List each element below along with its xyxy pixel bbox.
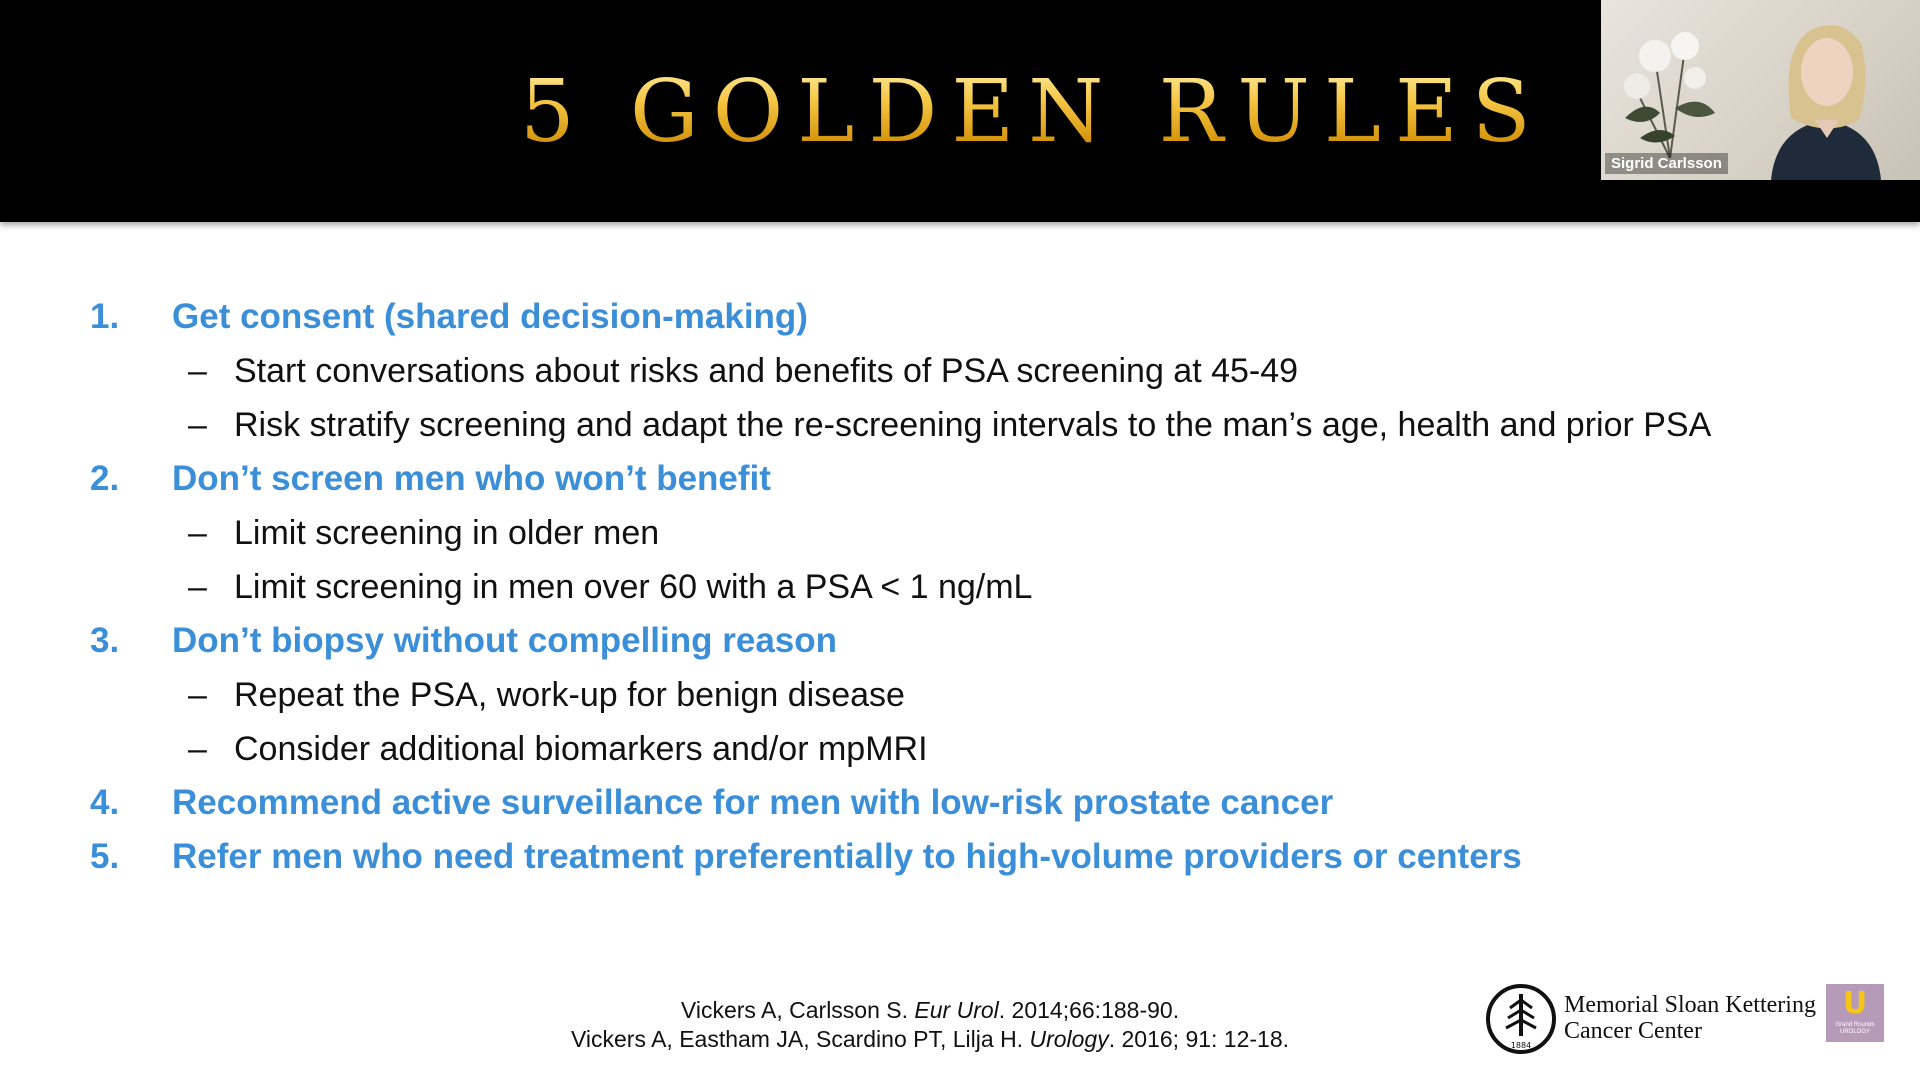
- svg-text:1884: 1884: [1510, 1041, 1532, 1050]
- msk-tree-icon: [1484, 982, 1558, 1056]
- reference-1: Vickers A, Carlsson S. Eur Urol. 2014;66:188-90.: [680, 997, 1180, 1023]
- rule-3-subpoint-2: [90, 722, 1890, 776]
- badge-letter: U: [1842, 986, 1868, 1021]
- subpoint-text: Repeat the PSA, work-up for benign disease: [234, 676, 905, 714]
- dash-bullet: –: [188, 514, 207, 552]
- rule-3-subpoint-1: [90, 668, 1890, 722]
- rule-2-subpoint-2: [90, 560, 1890, 614]
- rule-4: [90, 776, 1890, 830]
- participant-avatar: [1731, 8, 1920, 180]
- rule-3: [90, 614, 1890, 668]
- flower-plant-image: [1615, 18, 1725, 158]
- rules-list: [90, 290, 1890, 884]
- rule-number: 4.: [90, 783, 120, 822]
- msk-logo-text: Memorial Sloan Kettering Cancer Center: [1564, 992, 1816, 1044]
- rule-text: Refer men who need treatment preferentially to high-volume providers or centers: [172, 837, 1522, 876]
- rule-5: [90, 830, 1890, 884]
- badge-caption: Grand Rounds UROLOGY: [1835, 1022, 1875, 1035]
- rule-number: 5.: [90, 837, 120, 876]
- reference-2: Vickers A, Eastham JA, Scardino PT, Lilja H. Urology. 2016; 91: 12-18.: [570, 1026, 1290, 1052]
- subpoint-text: Limit screening in men over 60 with a PSA < 1 ng/mL: [234, 568, 1033, 606]
- rule-2-subpoint-1: [90, 506, 1890, 560]
- participant-name-label: Sigrid Carlsson: [1605, 153, 1728, 174]
- dash-bullet: –: [188, 406, 207, 444]
- dash-bullet: –: [188, 352, 207, 390]
- references: [520, 996, 1340, 1054]
- rule-number: 1.: [90, 297, 120, 336]
- rule-text: Don’t biopsy without compelling reason: [172, 621, 838, 660]
- rule-text: Don’t screen men who won’t benefit: [172, 459, 771, 498]
- rule-1-subpoint-2: [90, 398, 1890, 452]
- rule-text: Get consent (shared decision-making): [172, 297, 808, 336]
- rule-text: Recommend active surveillance for men with low-risk prostate cancer: [172, 783, 1334, 822]
- subpoint-text: Risk stratify screening and adapt the re-screening intervals to the man’s age, health and prior PSA: [234, 406, 1712, 444]
- rule-1: [90, 290, 1890, 344]
- participant-video-tile[interactable]: [1601, 0, 1920, 180]
- dash-bullet: –: [188, 568, 207, 606]
- grand-rounds-urology-badge: [1826, 984, 1884, 1042]
- msk-logo: [1484, 982, 1844, 1060]
- dash-bullet: –: [188, 676, 207, 714]
- dash-bullet: –: [188, 730, 207, 768]
- subpoint-text: Limit screening in older men: [234, 514, 660, 552]
- subpoint-text: Consider additional biomarkers and/or mpMRI: [234, 730, 928, 768]
- rule-number: 3.: [90, 621, 120, 660]
- slide-title: 5 GOLDEN RULES: [520, 62, 1545, 162]
- rule-number: 2.: [90, 459, 120, 498]
- rule-2: [90, 452, 1890, 506]
- subpoint-text: Start conversations about risks and benefits of PSA screening at 45-49: [234, 352, 1299, 390]
- rule-1-subpoint-1: [90, 344, 1890, 398]
